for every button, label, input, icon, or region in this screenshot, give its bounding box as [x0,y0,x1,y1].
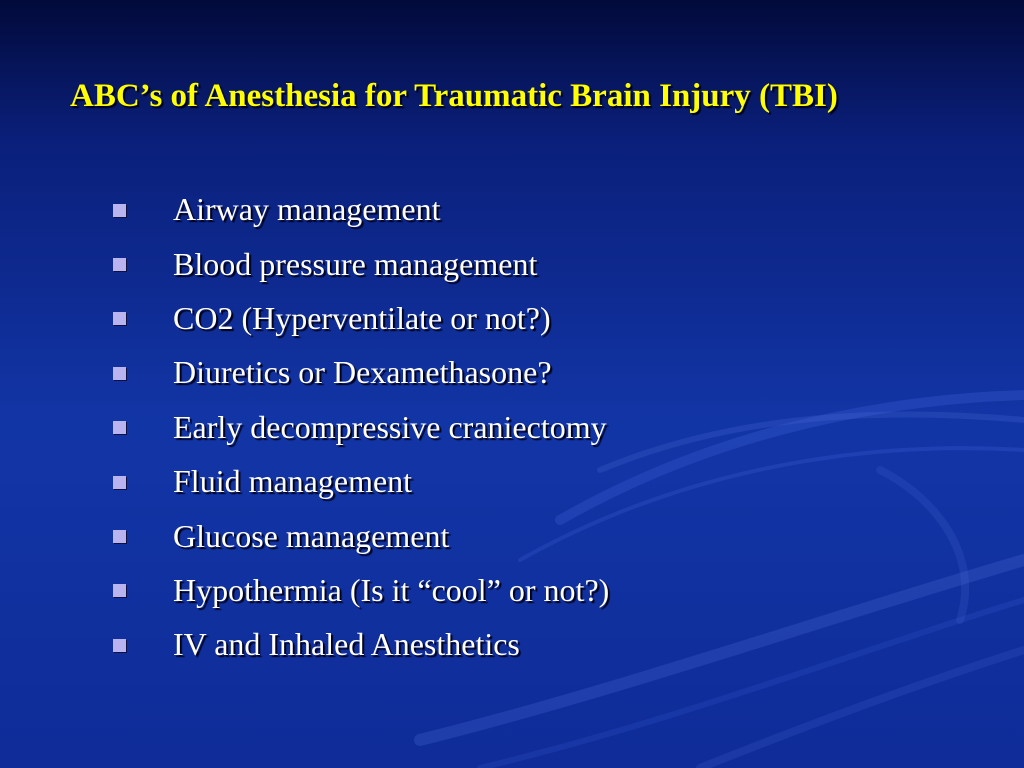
list-item [113,508,609,562]
list-item [113,291,609,345]
slide-title: ABC’s of Anesthesia for Traumatic Brain Injury (TBI) [70,78,838,114]
list-item [113,345,609,399]
bullet-list [113,182,609,672]
swirl-stroke [700,650,1024,768]
bullet-text: CO2 (Hyperventilate or not?) [173,299,551,336]
square-bullet-icon [113,476,126,489]
bullet-text: Airway management [173,191,441,228]
square-bullet-icon [113,204,126,217]
swirl-stroke [600,414,1024,470]
list-item [113,617,609,671]
swirl-stroke [880,470,965,620]
list-item [113,182,609,236]
list-item [113,454,609,508]
square-bullet-icon [113,258,126,271]
bullet-text: Blood pressure management [173,245,538,282]
bullet-text: Fluid management [173,463,413,500]
square-bullet-icon [113,421,126,434]
list-item [113,236,609,290]
square-bullet-icon [113,530,126,543]
bullet-text: IV and Inhaled Anesthetics [173,626,520,663]
bullet-text: Hypothermia (Is it “cool” or not?) [173,571,610,608]
bullet-text: Early decompressive craniectomy [173,408,607,445]
bullet-text: Diuretics or Dexamethasone? [173,354,552,391]
list-item [113,563,609,617]
swirl-stroke [560,395,1024,520]
square-bullet-icon [113,639,126,652]
square-bullet-icon [113,367,126,380]
square-bullet-icon [113,584,126,597]
square-bullet-icon [113,312,126,325]
list-item [113,400,609,454]
bullet-text: Glucose management [173,517,450,554]
